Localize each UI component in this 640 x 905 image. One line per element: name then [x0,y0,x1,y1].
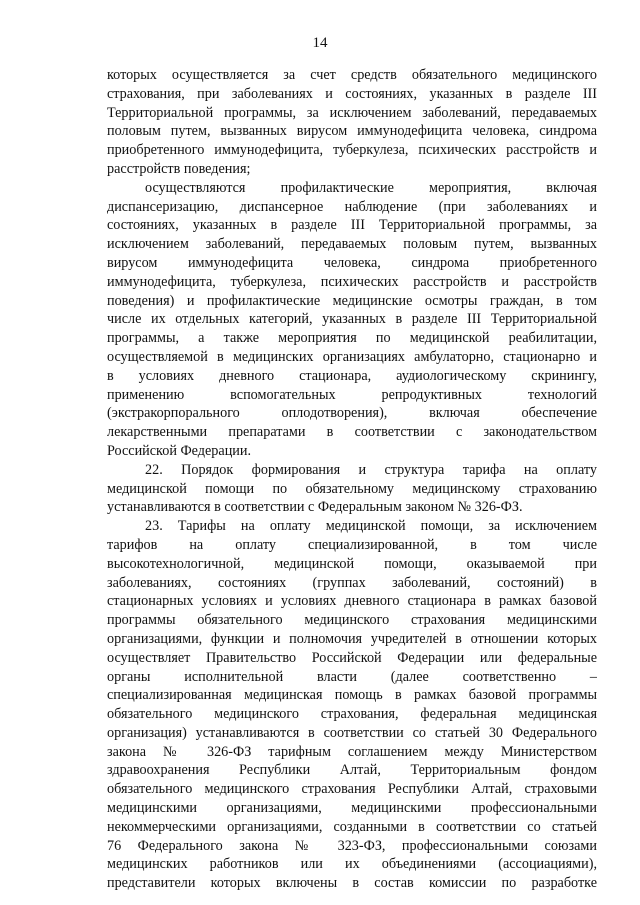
paragraph [107,461,597,517]
text-line: Территориальной программы, за исключением заболеваний, передаваемых [107,104,597,121]
text-line: 76 Федерального закона № 323-ФЗ, профессиональными союзами [107,837,597,854]
text-line: осуществляются профилактические мероприятия, включая [145,179,597,196]
text-line: в условиях дневного стационара, аудиологическому скринингу, [107,367,597,384]
text-line: осуществляемой в медицинских организациях амбулаторно, стационарно и [107,348,597,365]
text-line: осуществляет Правительство Российской Федерации или федеральные [107,649,597,666]
text-line: диспансеризацию, диспансерное наблюдение (при заболеваниях и [107,198,597,215]
text-line: приобретенного иммунодефицита, туберкулеза, психических расстройств и [107,142,597,159]
text-line: Российской Федерации. [107,442,252,459]
text-line: тарифов на оплату специализированной, в том числе [107,536,597,553]
text-line: программы обязательного медицинского страхования медицинскими [107,612,597,629]
text-line: поведения) и профилактические медицинские осмотры граждан, в том [107,292,597,309]
text-line: 22. Порядок формирования и структура тарифа на оплату [145,461,597,478]
text-line: 23. Тарифы на оплату медицинской помощи, за исключением [145,518,597,535]
text-line: организациями, функции и полномочия учредителей в отношении которых [107,630,597,647]
text-line: числе их отдельных категорий, указанных в разделе III Территориальной [107,311,597,328]
text-line: представители которых включены в состав комиссии по разработке [107,875,597,892]
text-line: исключением заболеваний, передаваемых половым путем, вызванных [107,236,597,253]
text-line: высокотехнологичной, медицинской помощи, оказываемой при [107,555,597,572]
text-line: медицинской помощи по обязательному медицинскому страхованию [107,480,597,497]
text-line: страхования, при заболеваниях и состояниях, указанных в разделе III [107,85,597,102]
text-line: стационарных условиях и условиях дневного стационара в рамках базовой [107,593,597,610]
text-line: иммунодефицита, туберкулеза, психических расстройств и расстройств [107,273,597,290]
text-line: заболеваниях, состояниях (группах заболеваний, состояний) в [107,574,597,591]
text-line: вирусом иммунодефицита человека, синдрома приобретенного [107,254,597,271]
text-line: здравоохранения Республики Алтай, Территориальным фондом [107,762,597,779]
paragraph [107,66,597,179]
text-line: устанавливаются в соответствии с Федеральным законом № 326-ФЗ. [107,499,523,516]
document-body [107,66,597,893]
paragraph [107,517,597,893]
text-line: расстройств поведения; [107,160,251,177]
text-line: программы, а также мероприятия по медицинской реабилитации, [107,330,597,347]
paragraph [107,179,597,461]
text-line: специализированная медицинская помощь в рамках базовой программы [107,687,597,704]
text-line: организация) устанавливаются в соответствии со статьей 30 Федерального [107,724,597,741]
text-line: обязательного медицинского страхования, федеральная медицинская [107,706,597,723]
text-line: медицинских работников или их объединениями (ассоциациями), [107,856,597,873]
text-line: состояниях, указанных в разделе III Территориальной программы, за [107,217,597,234]
text-line: некоммерческими организациями, созданными в соответствии со статьей [107,818,597,835]
text-line: органы исполнительной власти (далее соответственно – [107,668,597,685]
text-line: лекарственными препаратами в соответствии с законодательством [107,424,597,441]
text-line: закона № 326-ФЗ тарифным соглашением между Министерством [107,743,597,760]
text-line: (экстракорпорального оплодотворения), включая обеспечение [107,405,597,422]
text-line: медицинскими организациями, медицинскими профессиональными [107,800,597,817]
page-number: 14 [312,35,328,51]
text-line: которых осуществляется за счет средств обязательного медицинского [107,67,597,83]
text-line: половым путем, вызванных вирусом иммунодефицита человека, синдрома [107,123,597,140]
text-line: обязательного медицинского страхования Республики Алтай, страховыми [107,781,597,798]
text-line: применению вспомогательных репродуктивных технологий [107,386,597,403]
